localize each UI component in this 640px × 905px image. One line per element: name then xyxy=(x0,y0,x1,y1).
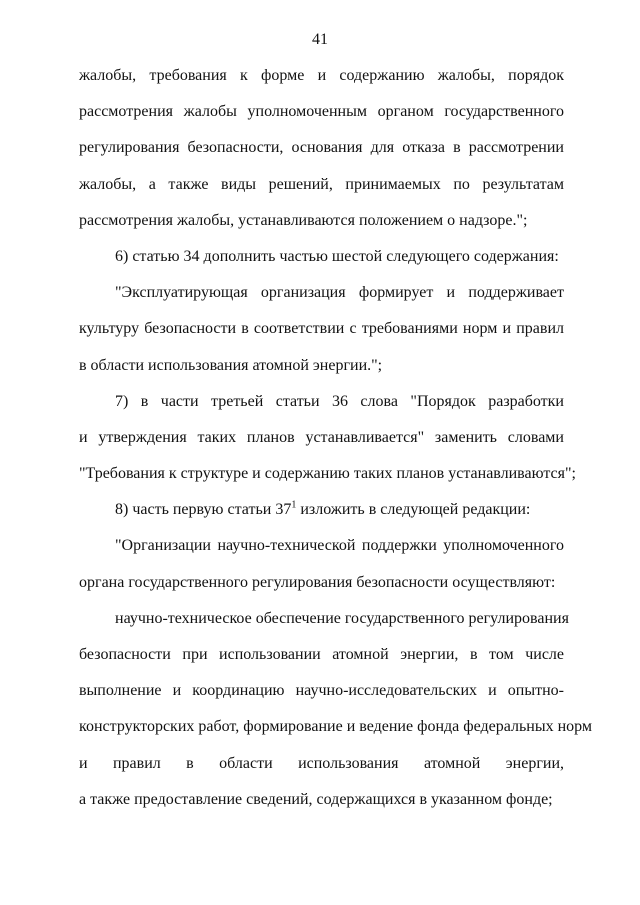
text-line xyxy=(79,203,564,239)
text-line-content: безопасности при использовании атомной энергии, в том числе xyxy=(79,646,564,663)
text-line xyxy=(79,565,564,601)
text-line xyxy=(79,782,564,818)
text-line-content: "Организации научно-технической поддержки уполномоченного xyxy=(115,537,564,555)
text-line xyxy=(79,492,564,528)
text-line-content: органа государственного регулирования безопасности осуществляют: xyxy=(79,573,556,591)
text-line xyxy=(79,239,564,275)
document-body xyxy=(79,58,593,818)
text-line xyxy=(79,746,564,782)
text-line-content: научно-техническое обеспечение государственного регулирования xyxy=(115,609,569,627)
text-line-content: "Требования к структуре и содержанию таких планов устанавливаются"; xyxy=(79,465,576,483)
text-line xyxy=(79,94,564,130)
text-line-content: рассмотрения жалобы уполномоченным органом государственного xyxy=(79,103,564,121)
text-line xyxy=(79,420,564,456)
text-line xyxy=(79,456,576,492)
text-line xyxy=(79,673,564,709)
text-line-content: и правил в области использования атомной энергии, xyxy=(79,754,564,772)
text-line xyxy=(79,275,564,311)
text-line xyxy=(79,528,564,564)
text-line xyxy=(79,348,564,384)
text-line-content: 7) в части третьей статьи 36 слова "Порядок разработки xyxy=(115,392,564,410)
text-line xyxy=(79,637,564,673)
text-line-content: а также предоставление сведений, содержащихся в указанном фонде; xyxy=(79,790,553,808)
text-line xyxy=(79,130,564,166)
text-line-content: и утверждения таких планов устанавливается" заменить словами xyxy=(79,428,564,446)
text-line-content: жалобы, а также виды решений, принимаемых по результатам xyxy=(79,175,564,193)
text-line-content: жалобы, требования к форме и содержанию жалобы, порядок xyxy=(79,67,564,84)
text-line xyxy=(79,384,564,420)
text-line xyxy=(79,311,564,347)
text-line xyxy=(79,58,564,94)
text-line-tail: изложить в следующей редакции: xyxy=(296,501,531,519)
text-line-content: в области использования атомной энергии."; xyxy=(79,356,383,374)
text-line-content: культуру безопасности в соответствии с требованиями норм и правил xyxy=(79,320,564,338)
text-line-content: 8) часть первую статьи 37 xyxy=(115,501,292,519)
text-line-content: регулирования безопасности, основания для отказа в рассмотрении xyxy=(79,139,564,157)
text-line xyxy=(79,601,569,637)
text-line-content: рассмотрения жалобы, устанавливаются положением о надзоре."; xyxy=(79,211,528,229)
text-line-content: 6) статью 34 дополнить частью шестой следующего содержания: xyxy=(115,247,559,265)
superscript: 1 xyxy=(291,499,297,511)
text-line xyxy=(79,167,564,203)
text-line-content: конструкторских работ, формирование и ведение фонда федеральных норм xyxy=(79,718,593,736)
text-line xyxy=(79,709,593,745)
text-line-content: выполнение и координацию научно-исследовательских и опытно- xyxy=(79,682,564,700)
page-number: 41 xyxy=(312,31,328,48)
text-line-content: "Эксплуатирующая организация формирует и поддерживает xyxy=(115,284,564,302)
